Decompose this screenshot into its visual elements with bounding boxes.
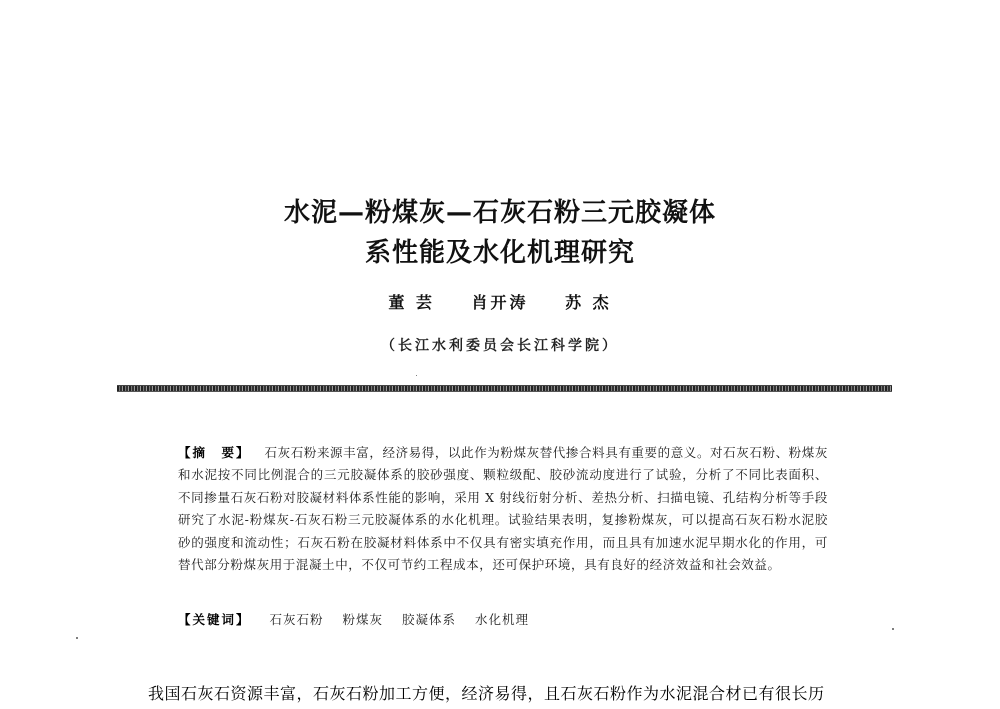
author-list bbox=[0, 290, 1000, 313]
paper-title-line-2: 系性能及水化机理研究 bbox=[364, 238, 635, 268]
keyword: 胶凝体系 bbox=[402, 612, 457, 627]
keywords-block bbox=[178, 611, 828, 629]
scan-speck bbox=[76, 637, 78, 639]
author-2: 肖开涛 bbox=[471, 293, 529, 312]
header-divider bbox=[117, 385, 892, 392]
scan-speck bbox=[892, 628, 894, 630]
abstract-text: 石灰石粉来源丰富，经济易得，以此作为粉煤灰替代掺合料具有重要的意义。对石灰石粉、粉煤灰和水泥按不同比例混合的三元胶凝体系的胶砂强度、颗粒级配、胶砂流动度进行了试验，分析了不同比表面积、不同掺量石灰石粉对胶凝材料体系性能的影响，采用 X 射线衍射分析、差热分析、扫描电镜、孔结构分析等手段研究了水泥-粉煤灰-石灰石粉三元胶凝体系的水化机理。试验结果表明，复掺粉煤灰，可以提高石灰石粉水泥胶砂的强度和流动性；石灰石粉在胶凝材料体系中不仅具有密实填充作用，而且具有加速水泥早期水化的作用，可替代部分粉煤灰用于混凝土中，不仅可节约工程成本，还可保护环境，具有良好的经济效益和社会效益。 bbox=[178, 445, 828, 573]
keyword: 粉煤灰 bbox=[342, 612, 384, 627]
affiliation: （长江水利委员会长江科学院） bbox=[381, 338, 619, 354]
scan-speck bbox=[416, 375, 417, 376]
keyword: 石灰石粉 bbox=[269, 612, 324, 627]
author-3: 苏 杰 bbox=[565, 293, 612, 312]
abstract-block bbox=[178, 442, 828, 576]
body-paragraph-first-line: 我国石灰石资源丰富，石灰石粉加工方便，经济易得，且石灰石粉作为水泥混合材已有很长历 bbox=[148, 684, 825, 703]
author-1: 董 芸 bbox=[388, 293, 435, 312]
abstract-label: 【摘 要】 bbox=[178, 445, 251, 460]
paper-title-line-1: 水泥—粉煤灰—石灰石粉三元胶凝体 bbox=[283, 198, 716, 228]
keywords-label: 【关键词】 bbox=[178, 612, 251, 627]
keyword: 水化机理 bbox=[475, 612, 530, 627]
